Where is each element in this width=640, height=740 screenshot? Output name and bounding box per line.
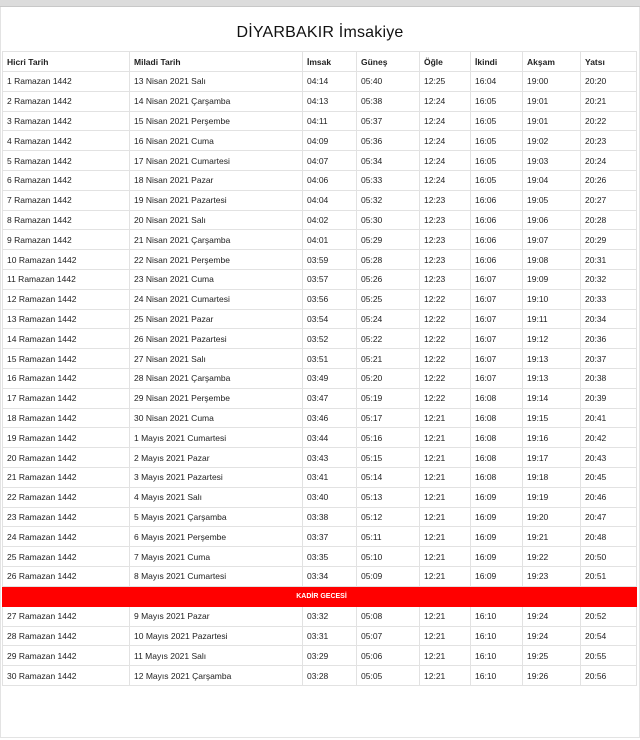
ikindi-cell: 16:04: [471, 72, 523, 92]
hicri-tarih-cell: 12 Ramazan 1442: [3, 289, 130, 309]
yatsi-cell: 20:56: [581, 666, 637, 686]
gunes-cell: 05:32: [357, 190, 420, 210]
imsak-cell: 03:47: [303, 388, 357, 408]
imsak-cell: 03:43: [303, 448, 357, 468]
imsak-cell: 03:34: [303, 566, 357, 586]
gunes-cell: 05:26: [357, 269, 420, 289]
ogle-cell: 12:21: [420, 428, 471, 448]
yatsi-cell: 20:37: [581, 349, 637, 369]
miladi-tarih-cell: 8 Mayıs 2021 Cumartesi: [130, 566, 303, 586]
ikindi-cell: 16:05: [471, 91, 523, 111]
imsak-cell: 04:11: [303, 111, 357, 131]
gunes-cell: 05:17: [357, 408, 420, 428]
aksam-cell: 19:02: [523, 131, 581, 151]
ogle-cell: 12:21: [420, 467, 471, 487]
miladi-tarih-cell: 18 Nisan 2021 Pazar: [130, 170, 303, 190]
hicri-tarih-cell: 2 Ramazan 1442: [3, 91, 130, 111]
imsakiye-table: [2, 51, 637, 686]
hicri-tarih-cell: 10 Ramazan 1442: [3, 250, 130, 270]
imsak-cell: 03:59: [303, 250, 357, 270]
aksam-cell: 19:03: [523, 151, 581, 171]
miladi-tarih-cell: 30 Nisan 2021 Cuma: [130, 408, 303, 428]
column-header-aksam: Akşam: [523, 52, 581, 72]
ikindi-cell: 16:10: [471, 646, 523, 666]
yatsi-cell: 20:50: [581, 547, 637, 567]
gunes-cell: 05:05: [357, 666, 420, 686]
table-row: [3, 547, 637, 567]
gunes-cell: 05:06: [357, 646, 420, 666]
gunes-cell: 05:19: [357, 388, 420, 408]
hicri-tarih-cell: 20 Ramazan 1442: [3, 448, 130, 468]
hicri-tarih-cell: 21 Ramazan 1442: [3, 467, 130, 487]
hicri-tarih-cell: 4 Ramazan 1442: [3, 131, 130, 151]
table-row: [3, 408, 637, 428]
imsak-cell: 04:06: [303, 170, 357, 190]
yatsi-cell: 20:42: [581, 428, 637, 448]
aksam-cell: 19:17: [523, 448, 581, 468]
table-row: [3, 666, 637, 686]
ogle-cell: 12:23: [420, 269, 471, 289]
aksam-cell: 19:14: [523, 388, 581, 408]
table-row: [3, 527, 637, 547]
yatsi-cell: 20:33: [581, 289, 637, 309]
aksam-cell: 19:24: [523, 606, 581, 626]
table-row: [3, 566, 637, 586]
yatsi-cell: 20:47: [581, 507, 637, 527]
ikindi-cell: 16:09: [471, 527, 523, 547]
imsak-cell: 04:02: [303, 210, 357, 230]
gunes-cell: 05:29: [357, 230, 420, 250]
miladi-tarih-cell: 26 Nisan 2021 Pazartesi: [130, 329, 303, 349]
ikindi-cell: 16:05: [471, 131, 523, 151]
yatsi-cell: 20:20: [581, 72, 637, 92]
yatsi-cell: 20:23: [581, 131, 637, 151]
aksam-cell: 19:23: [523, 566, 581, 586]
gunes-cell: 05:38: [357, 91, 420, 111]
kadir-gecesi-row: [3, 586, 637, 606]
yatsi-cell: 20:26: [581, 170, 637, 190]
hicri-tarih-cell: 19 Ramazan 1442: [3, 428, 130, 448]
table-row: [3, 329, 637, 349]
hicri-tarih-cell: 27 Ramazan 1442: [3, 606, 130, 626]
ogle-cell: 12:24: [420, 151, 471, 171]
imsak-cell: 03:28: [303, 666, 357, 686]
aksam-cell: 19:20: [523, 507, 581, 527]
yatsi-cell: 20:22: [581, 111, 637, 131]
imsak-cell: 03:52: [303, 329, 357, 349]
table-row: [3, 368, 637, 388]
imsak-cell: 03:57: [303, 269, 357, 289]
gunes-cell: 05:30: [357, 210, 420, 230]
gunes-cell: 05:33: [357, 170, 420, 190]
yatsi-cell: 20:24: [581, 151, 637, 171]
gunes-cell: 05:12: [357, 507, 420, 527]
ikindi-cell: 16:07: [471, 349, 523, 369]
kadir-gecesi-banner: KADİR GECESİ: [3, 586, 637, 606]
aksam-cell: 19:07: [523, 230, 581, 250]
table-row: [3, 190, 637, 210]
gunes-cell: 05:09: [357, 566, 420, 586]
ikindi-cell: 16:10: [471, 606, 523, 626]
imsak-cell: 03:44: [303, 428, 357, 448]
miladi-tarih-cell: 15 Nisan 2021 Perşembe: [130, 111, 303, 131]
aksam-cell: 19:05: [523, 190, 581, 210]
yatsi-cell: 20:45: [581, 467, 637, 487]
miladi-tarih-cell: 4 Mayıs 2021 Salı: [130, 487, 303, 507]
aksam-cell: 19:01: [523, 91, 581, 111]
ogle-cell: 12:24: [420, 170, 471, 190]
ikindi-cell: 16:08: [471, 467, 523, 487]
ogle-cell: 12:21: [420, 566, 471, 586]
imsak-cell: 03:32: [303, 606, 357, 626]
gunes-cell: 05:07: [357, 626, 420, 646]
hicri-tarih-cell: 29 Ramazan 1442: [3, 646, 130, 666]
miladi-tarih-cell: 3 Mayıs 2021 Pazartesi: [130, 467, 303, 487]
aksam-cell: 19:09: [523, 269, 581, 289]
ikindi-cell: 16:06: [471, 230, 523, 250]
gunes-cell: 05:34: [357, 151, 420, 171]
hicri-tarih-cell: 13 Ramazan 1442: [3, 309, 130, 329]
aksam-cell: 19:13: [523, 368, 581, 388]
miladi-tarih-cell: 25 Nisan 2021 Pazar: [130, 309, 303, 329]
hicri-tarih-cell: 18 Ramazan 1442: [3, 408, 130, 428]
miladi-tarih-cell: 5 Mayıs 2021 Çarşamba: [130, 507, 303, 527]
table-row: [3, 626, 637, 646]
ikindi-cell: 16:08: [471, 428, 523, 448]
yatsi-cell: 20:55: [581, 646, 637, 666]
ogle-cell: 12:21: [420, 547, 471, 567]
ikindi-cell: 16:09: [471, 566, 523, 586]
table-row: [3, 91, 637, 111]
imsak-cell: 03:29: [303, 646, 357, 666]
ikindi-cell: 16:07: [471, 309, 523, 329]
ikindi-cell: 16:07: [471, 368, 523, 388]
yatsi-cell: 20:41: [581, 408, 637, 428]
yatsi-cell: 20:46: [581, 487, 637, 507]
aksam-cell: 19:22: [523, 547, 581, 567]
gunes-cell: 05:13: [357, 487, 420, 507]
ikindi-cell: 16:07: [471, 269, 523, 289]
table-header-row: [3, 52, 637, 72]
yatsi-cell: 20:52: [581, 606, 637, 626]
ogle-cell: 12:22: [420, 289, 471, 309]
miladi-tarih-cell: 24 Nisan 2021 Cumartesi: [130, 289, 303, 309]
aksam-cell: 19:25: [523, 646, 581, 666]
ogle-cell: 12:21: [420, 507, 471, 527]
miladi-tarih-cell: 28 Nisan 2021 Çarşamba: [130, 368, 303, 388]
gunes-cell: 05:11: [357, 527, 420, 547]
ogle-cell: 12:23: [420, 250, 471, 270]
gunes-cell: 05:15: [357, 448, 420, 468]
gunes-cell: 05:25: [357, 289, 420, 309]
miladi-tarih-cell: 20 Nisan 2021 Salı: [130, 210, 303, 230]
yatsi-cell: 20:39: [581, 388, 637, 408]
ikindi-cell: 16:09: [471, 507, 523, 527]
ogle-cell: 12:21: [420, 666, 471, 686]
table-row: [3, 349, 637, 369]
table-row: [3, 507, 637, 527]
aksam-cell: 19:18: [523, 467, 581, 487]
aksam-cell: 19:16: [523, 428, 581, 448]
miladi-tarih-cell: 10 Mayıs 2021 Pazartesi: [130, 626, 303, 646]
table-row: [3, 448, 637, 468]
hicri-tarih-cell: 23 Ramazan 1442: [3, 507, 130, 527]
gunes-cell: 05:22: [357, 329, 420, 349]
aksam-cell: 19:00: [523, 72, 581, 92]
gunes-cell: 05:10: [357, 547, 420, 567]
miladi-tarih-cell: 1 Mayıs 2021 Cumartesi: [130, 428, 303, 448]
ogle-cell: 12:21: [420, 606, 471, 626]
table-body: [3, 72, 637, 686]
miladi-tarih-cell: 23 Nisan 2021 Cuma: [130, 269, 303, 289]
page-title: DİYARBAKIR İmsakiye: [236, 24, 404, 41]
table-row: [3, 606, 637, 626]
miladi-tarih-cell: 22 Nisan 2021 Perşembe: [130, 250, 303, 270]
table-row: [3, 170, 637, 190]
gunes-cell: 05:20: [357, 368, 420, 388]
gunes-cell: 05:36: [357, 131, 420, 151]
miladi-tarih-cell: 27 Nisan 2021 Salı: [130, 349, 303, 369]
column-header-imsak: İmsak: [303, 52, 357, 72]
table-row: [3, 151, 637, 171]
aksam-cell: 19:24: [523, 626, 581, 646]
imsak-cell: 03:56: [303, 289, 357, 309]
hicri-tarih-cell: 6 Ramazan 1442: [3, 170, 130, 190]
ogle-cell: 12:22: [420, 368, 471, 388]
hicri-tarih-cell: 25 Ramazan 1442: [3, 547, 130, 567]
gunes-cell: 05:28: [357, 250, 420, 270]
gunes-cell: 05:08: [357, 606, 420, 626]
aksam-cell: 19:21: [523, 527, 581, 547]
yatsi-cell: 20:54: [581, 626, 637, 646]
ogle-cell: 12:21: [420, 527, 471, 547]
ikindi-cell: 16:06: [471, 190, 523, 210]
column-header-ikindi: İkindi: [471, 52, 523, 72]
table-row: [3, 487, 637, 507]
ikindi-cell: 16:10: [471, 666, 523, 686]
aksam-cell: 19:04: [523, 170, 581, 190]
gunes-cell: 05:37: [357, 111, 420, 131]
miladi-tarih-cell: 9 Mayıs 2021 Pazar: [130, 606, 303, 626]
aksam-cell: 19:15: [523, 408, 581, 428]
yatsi-cell: 20:38: [581, 368, 637, 388]
hicri-tarih-cell: 11 Ramazan 1442: [3, 269, 130, 289]
ogle-cell: 12:21: [420, 626, 471, 646]
table-row: [3, 289, 637, 309]
table-row: [3, 309, 637, 329]
ikindi-cell: 16:06: [471, 210, 523, 230]
miladi-tarih-cell: 12 Mayıs 2021 Çarşamba: [130, 666, 303, 686]
hicri-tarih-cell: 3 Ramazan 1442: [3, 111, 130, 131]
ikindi-cell: 16:08: [471, 388, 523, 408]
imsak-cell: 03:40: [303, 487, 357, 507]
imsak-cell: 03:41: [303, 467, 357, 487]
ogle-cell: 12:21: [420, 408, 471, 428]
ikindi-cell: 16:05: [471, 111, 523, 131]
ikindi-cell: 16:07: [471, 329, 523, 349]
hicri-tarih-cell: 9 Ramazan 1442: [3, 230, 130, 250]
table-row: [3, 230, 637, 250]
miladi-tarih-cell: 17 Nisan 2021 Cumartesi: [130, 151, 303, 171]
ogle-cell: 12:22: [420, 349, 471, 369]
ikindi-cell: 16:09: [471, 547, 523, 567]
ikindi-cell: 16:09: [471, 487, 523, 507]
aksam-cell: 19:19: [523, 487, 581, 507]
hicri-tarih-cell: 17 Ramazan 1442: [3, 388, 130, 408]
imsak-cell: 04:13: [303, 91, 357, 111]
table-row: [3, 388, 637, 408]
ikindi-cell: 16:10: [471, 626, 523, 646]
table-row: [3, 250, 637, 270]
gunes-cell: 05:40: [357, 72, 420, 92]
ogle-cell: 12:22: [420, 309, 471, 329]
ikindi-cell: 16:06: [471, 250, 523, 270]
miladi-tarih-cell: 19 Nisan 2021 Pazartesi: [130, 190, 303, 210]
miladi-tarih-cell: 16 Nisan 2021 Cuma: [130, 131, 303, 151]
miladi-tarih-cell: 13 Nisan 2021 Salı: [130, 72, 303, 92]
hicri-tarih-cell: 7 Ramazan 1442: [3, 190, 130, 210]
ogle-cell: 12:21: [420, 448, 471, 468]
yatsi-cell: 20:27: [581, 190, 637, 210]
table-row: [3, 111, 637, 131]
yatsi-cell: 20:51: [581, 566, 637, 586]
gunes-cell: 05:24: [357, 309, 420, 329]
ikindi-cell: 16:05: [471, 170, 523, 190]
ikindi-cell: 16:08: [471, 448, 523, 468]
miladi-tarih-cell: 14 Nisan 2021 Çarşamba: [130, 91, 303, 111]
aksam-cell: 19:12: [523, 329, 581, 349]
ikindi-cell: 16:05: [471, 151, 523, 171]
table-row: [3, 72, 637, 92]
imsak-cell: 04:01: [303, 230, 357, 250]
yatsi-cell: 20:31: [581, 250, 637, 270]
imsak-cell: 03:54: [303, 309, 357, 329]
table-row: [3, 428, 637, 448]
imsak-cell: 04:09: [303, 131, 357, 151]
imsak-cell: 04:04: [303, 190, 357, 210]
browser-tab-strip: [0, 0, 640, 7]
yatsi-cell: 20:28: [581, 210, 637, 230]
column-header-yatsi: Yatsı: [581, 52, 637, 72]
ogle-cell: 12:24: [420, 91, 471, 111]
yatsi-cell: 20:32: [581, 269, 637, 289]
yatsi-cell: 20:29: [581, 230, 637, 250]
ogle-cell: 12:22: [420, 388, 471, 408]
aksam-cell: 19:08: [523, 250, 581, 270]
ogle-cell: 12:23: [420, 230, 471, 250]
gunes-cell: 05:14: [357, 467, 420, 487]
table-row: [3, 131, 637, 151]
ogle-cell: 12:23: [420, 190, 471, 210]
yatsi-cell: 20:36: [581, 329, 637, 349]
imsak-cell: 03:35: [303, 547, 357, 567]
miladi-tarih-cell: 21 Nisan 2021 Çarşamba: [130, 230, 303, 250]
table-row: [3, 269, 637, 289]
ogle-cell: 12:24: [420, 131, 471, 151]
imsak-cell: 04:07: [303, 151, 357, 171]
hicri-tarih-cell: 22 Ramazan 1442: [3, 487, 130, 507]
aksam-cell: 19:01: [523, 111, 581, 131]
gunes-cell: 05:16: [357, 428, 420, 448]
imsak-cell: 03:49: [303, 368, 357, 388]
hicri-tarih-cell: 15 Ramazan 1442: [3, 349, 130, 369]
table-row: [3, 467, 637, 487]
hicri-tarih-cell: 5 Ramazan 1442: [3, 151, 130, 171]
miladi-tarih-cell: 29 Nisan 2021 Perşembe: [130, 388, 303, 408]
imsak-cell: 03:51: [303, 349, 357, 369]
miladi-tarih-cell: 7 Mayıs 2021 Cuma: [130, 547, 303, 567]
ogle-cell: 12:21: [420, 646, 471, 666]
imsak-cell: 03:37: [303, 527, 357, 547]
ogle-cell: 12:21: [420, 487, 471, 507]
table-row: [3, 210, 637, 230]
yatsi-cell: 20:43: [581, 448, 637, 468]
column-header-ogle: Öğle: [420, 52, 471, 72]
hicri-tarih-cell: 30 Ramazan 1442: [3, 666, 130, 686]
aksam-cell: 19:10: [523, 289, 581, 309]
miladi-tarih-cell: 2 Mayıs 2021 Pazar: [130, 448, 303, 468]
hicri-tarih-cell: 14 Ramazan 1442: [3, 329, 130, 349]
imsak-cell: 04:14: [303, 72, 357, 92]
ogle-cell: 12:24: [420, 111, 471, 131]
aksam-cell: 19:06: [523, 210, 581, 230]
miladi-tarih-cell: 11 Mayıs 2021 Salı: [130, 646, 303, 666]
ikindi-cell: 16:08: [471, 408, 523, 428]
imsak-cell: 03:31: [303, 626, 357, 646]
hicri-tarih-cell: 1 Ramazan 1442: [3, 72, 130, 92]
miladi-tarih-cell: 6 Mayıs 2021 Perşembe: [130, 527, 303, 547]
table-row: [3, 646, 637, 666]
ogle-cell: 12:23: [420, 210, 471, 230]
yatsi-cell: 20:48: [581, 527, 637, 547]
yatsi-cell: 20:34: [581, 309, 637, 329]
column-header-gunes: Güneş: [357, 52, 420, 72]
hicri-tarih-cell: 8 Ramazan 1442: [3, 210, 130, 230]
ikindi-cell: 16:07: [471, 289, 523, 309]
hicri-tarih-cell: 24 Ramazan 1442: [3, 527, 130, 547]
ogle-cell: 12:25: [420, 72, 471, 92]
aksam-cell: 19:13: [523, 349, 581, 369]
hicri-tarih-cell: 28 Ramazan 1442: [3, 626, 130, 646]
aksam-cell: 19:11: [523, 309, 581, 329]
imsak-cell: 03:46: [303, 408, 357, 428]
column-header-miladi-tarih: Miladi Tarih: [130, 52, 303, 72]
column-header-hicri-tarih: Hicri Tarih: [3, 52, 130, 72]
ogle-cell: 12:22: [420, 329, 471, 349]
aksam-cell: 19:26: [523, 666, 581, 686]
gunes-cell: 05:21: [357, 349, 420, 369]
hicri-tarih-cell: 26 Ramazan 1442: [3, 566, 130, 586]
hicri-tarih-cell: 16 Ramazan 1442: [3, 368, 130, 388]
imsak-cell: 03:38: [303, 507, 357, 527]
yatsi-cell: 20:21: [581, 91, 637, 111]
